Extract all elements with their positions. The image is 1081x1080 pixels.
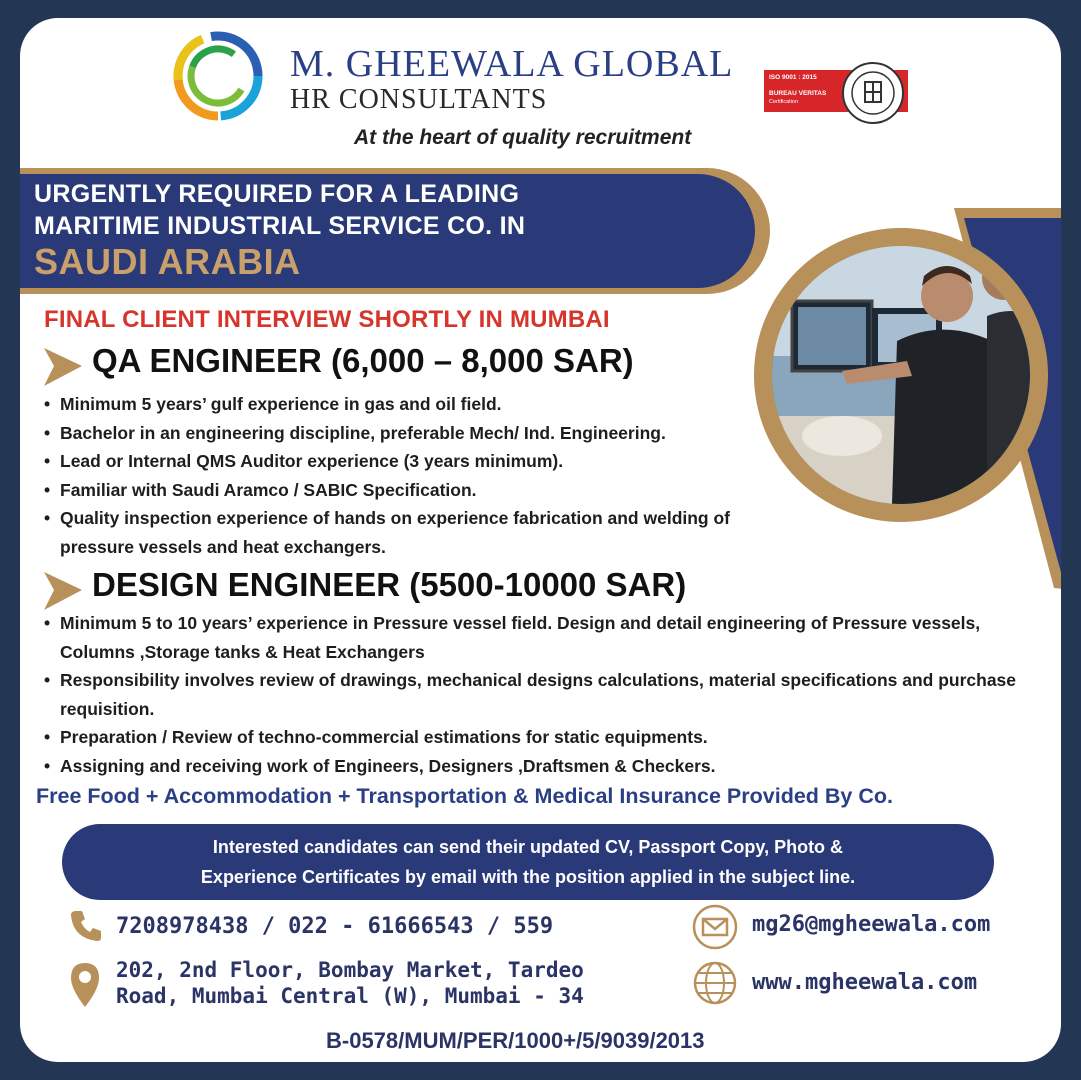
- list-item: • Quality inspection experience of hands on experience fabrication and welding of pressure vessels and heat exchangers.: [44, 508, 730, 557]
- list-item: • Responsibility involves review of drawings, mechanical designs calculations, material specifications and purchase requisition.: [44, 670, 1017, 719]
- license-number: B-0578/MUM/PER/1000+/5/9039/2013: [326, 1028, 705, 1053]
- job-title-qa-engineer: QA ENGINEER (6,000 – 8,000 SAR): [92, 342, 634, 379]
- globe-icon: [692, 960, 738, 1006]
- job-poster: [20, 18, 1061, 1062]
- qa-requirements-list: [44, 390, 804, 561]
- address-line-2: Road, Mumbai Central (W), Mumbai - 34: [116, 984, 584, 1008]
- phone-numbers[interactable]: 7208978438 / 022 - 61666543 / 559: [116, 914, 554, 939]
- cert-issuer: BUREAU VERITAS: [769, 90, 827, 97]
- logo-ring-icon: [172, 30, 264, 122]
- list-item: • Bachelor in an engineering discipline, preferable Mech/ Ind. Engineering.: [44, 422, 666, 443]
- arrow-bullet-icon: [42, 570, 82, 610]
- design-requirements-list: [44, 609, 1044, 780]
- address-line-1: 202, 2nd Floor, Bombay Market, Tardeo: [116, 958, 584, 982]
- phone-icon: [68, 908, 104, 944]
- list-item: • Lead or Internal QMS Auditor experience (3 years minimum).: [44, 451, 564, 471]
- cert-standard: ISO 9001 : 2015: [769, 74, 817, 81]
- banner-line-2: MARITIME INDUSTRIAL SERVICE CO. IN: [34, 212, 526, 240]
- brand-tagline: At the heart of quality recruitment: [354, 126, 692, 149]
- cta-line-2: Experience Certificates by email with the position applied in the subject line.: [200, 867, 856, 887]
- bureau-veritas-seal-icon: [842, 62, 904, 124]
- application-instructions: [62, 824, 994, 900]
- cert-label: Certification: [769, 99, 799, 105]
- arrow-bullet-icon: [42, 346, 82, 386]
- banner-line-1: URGENTLY REQUIRED FOR A LEADING: [34, 180, 520, 208]
- benefits-line: Free Food + Accommodation + Transportation & Medical Insurance Provided By Co.: [36, 784, 893, 808]
- cta-line-1: Interested candidates can send their updated CV, Passport Copy, Photo &: [212, 837, 844, 857]
- banner-country: SAUDI ARABIA: [34, 241, 301, 282]
- interview-note: FINAL CLIENT INTERVIEW SHORTLY IN MUMBAI: [44, 306, 610, 333]
- list-item: • Minimum 5 years’ gulf experience in gas and oil field.: [44, 394, 502, 414]
- location-pin-icon: [70, 962, 100, 1008]
- brand-subtitle: HR CONSULTANTS: [290, 84, 548, 115]
- list-item: • Preparation / Review of techno-commercial estimations for static equipments.: [44, 727, 708, 747]
- list-item: • Assigning and receiving work of Engineers, Designers ,Draftsmen & Checkers.: [44, 755, 716, 776]
- job-title-design-engineer: DESIGN ENGINEER (5500-10000 SAR): [92, 566, 687, 603]
- list-item: • Minimum 5 to 10 years’ experience in Pressure vessel field. Design and detail engineering of Pressure vessels, Columns ,Storage tanks & Heat Exchangers: [44, 613, 981, 662]
- list-item: • Familiar with Saudi Aramco / SABIC Specification.: [44, 479, 477, 500]
- mail-icon: [692, 904, 738, 950]
- website-link[interactable]: www.mgheewala.com: [752, 970, 978, 995]
- email-link[interactable]: mg26@mgheewala.com: [752, 912, 991, 937]
- engineers-illustration: [772, 246, 1030, 504]
- engineers-photo: [772, 246, 1030, 504]
- brand-name: M. GHEEWALA GLOBAL: [290, 43, 734, 85]
